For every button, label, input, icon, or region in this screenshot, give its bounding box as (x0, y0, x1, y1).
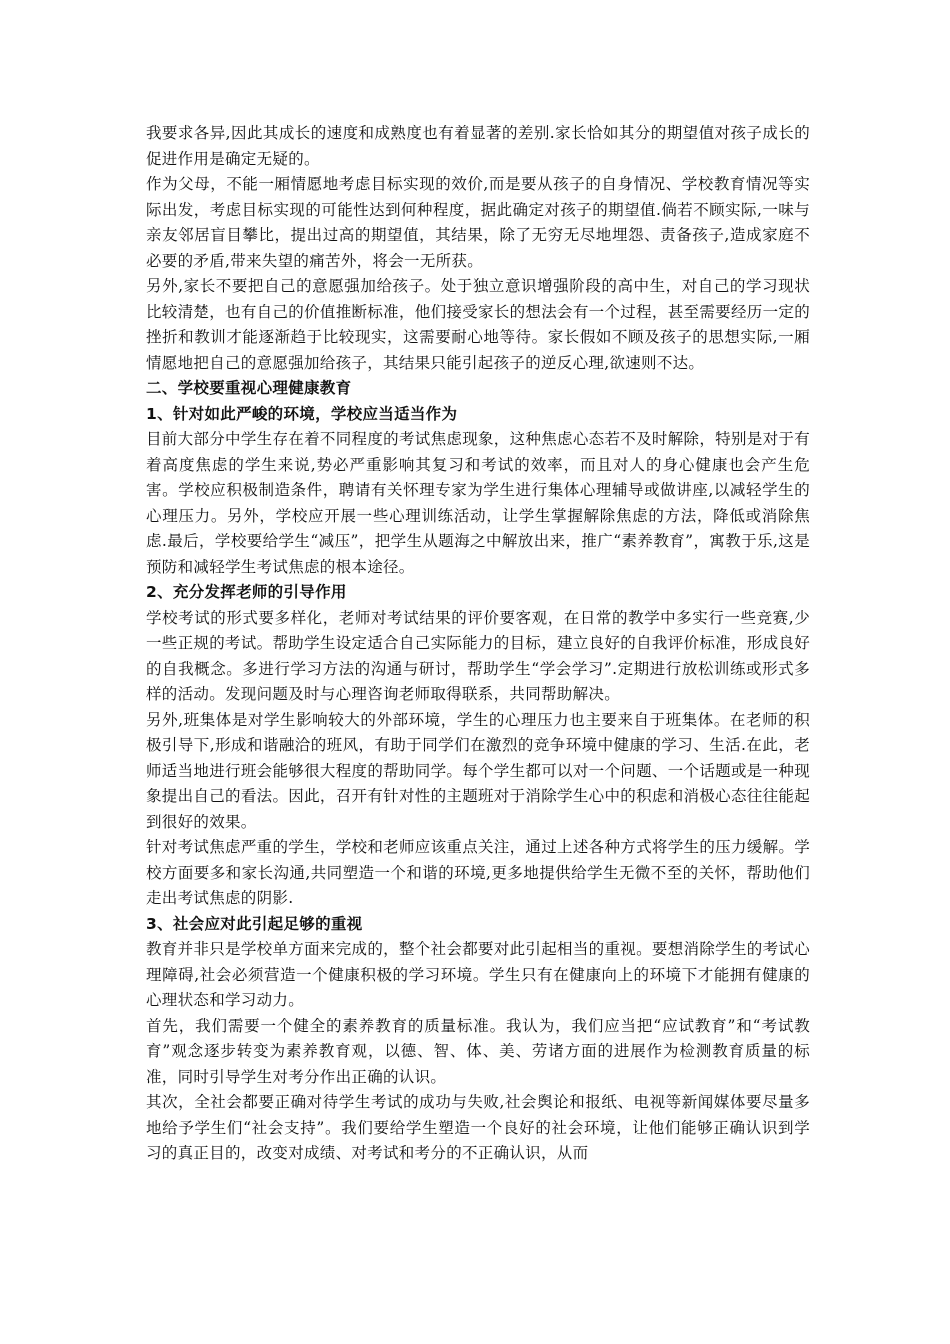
paragraph: 学校考试的形式要多样化，老师对考试结果的评价要客观，在日常的教学中多实行一些竞赛,少一些正规的考试。帮助学生设定适合自己实际能力的目标，建立良好的自我评价标准，形成良好的自我概念。多进行学习方法的沟通与研讨，帮助学生“学会学习”.定期进行放松训练或形式多样的活动。发现问题及时与心理咨询老师取得联系，共同帮助解决。 (146, 608, 810, 703)
document-body (146, 121, 810, 1167)
paragraph: 教育并非只是学校单方面来完成的，整个社会都要对此引起相当的重视。要想消除学生的考试心理障碍,社会必须营造一个健康积极的学习环境。学生只有在健康向上的环境下才能拥有健康的心理状态和学习动力。 (146, 940, 810, 1009)
paragraph: 其次，全社会都要正确对待学生考试的成功与失败,社会舆论和报纸、电视等新闻媒体要尽量多地给予学生们“社会支持”。我们要给学生塑造一个良好的社会环境，让他们能够正确认识到学习的真正目的，改变对成绩、对考试和考分的不正确认识，从而 (146, 1093, 810, 1162)
subsection-heading: 1、针对如此严峻的环境，学校应当适当作为 (146, 404, 458, 423)
paragraph: 针对考试焦虑严重的学生，学校和老师应该重点关注，通过上述各种方式将学生的压力缓解。学校方面要多和家长沟通,共同塑造一个和谐的环境,更多地提供给学生无微不至的关怀，帮助他们走出考试焦虑的阴影. (146, 838, 810, 907)
paragraph: 我要求各异,因此其成长的速度和成熟度也有着显著的差别.家长恰如其分的期望值对孩子成长的促进作用是确定无疑的。 (146, 124, 810, 168)
paragraph: 作为父母，不能一厢情愿地考虑目标实现的效价,而是要从孩子的自身情况、学校教育情况等实际出发，考虑目标实现的可能性达到何种程度，据此确定对孩子的期望值.倘若不顾实际,一味与亲友邻居盲目攀比，提出过高的期望值，其结果，除了无穷无尽地埋怨、责备孩子,造成家庭不必要的矛盾,带来失望的痛苦外，将会一无所获。 (146, 175, 810, 270)
subsection-heading: 2、充分发挥老师的引导作用 (146, 583, 347, 601)
paragraph: 目前大部分中学生存在着不同程度的考试焦虑现象，这种焦虑心态若不及时解除，特别是对于有着高度焦虑的学生来说,势必严重影响其复习和考试的效率，而且对人的身心健康也会产生危害。学校应积极制造条件，聘请有关怀理专家为学生进行集体心理辅导或做讲座,以减轻学生的心理压力。另外，学校应开展一些心理训练活动，让学生掌握解除焦虑的方法，降低或消除焦虑.最后，学校要给学生“减压”，把学生从题海之中解放出来，推广“素养教育”，寓教于乐,这是预防和减轻学生考试焦虑的根本途径。 (146, 430, 810, 576)
subsection-heading: 3、社会应对此引起足够的重视 (146, 914, 363, 933)
paragraph: 另外,班集体是对学生影响较大的外部环境，学生的心理压力也主要来自于班集体。在老师的积极引导下,形成和谐融洽的班风，有助于同学们在激烈的竞争环境中健康的学习、生活.在此，老师适当地进行班会能够很大程度的帮助同学。每个学生都可以对一个问题、一个话题或是一种现象提出自己的看法。因此，召开有针对性的主题班对于消除学生心中的积虑和消极心态往往能起到很好的效果。 (146, 710, 810, 831)
section-heading: 二、学校要重视心理健康教育 (146, 379, 352, 397)
paragraph: 首先，我们需要一个健全的素养教育的质量标准。我认为，我们应当把“应试教育”和“考试教育”观念逐步转变为素养教育观，以德、智、体、美、劳诸方面的进展作为检测教育质量的标准，同时引导学生对考分作出正确的认识。 (146, 1016, 810, 1086)
paragraph: 另外,家长不要把自己的意愿强加给孩子。处于独立意识增强阶段的高中生，对自己的学习现状比较清楚，也有自己的价值推断标准，他们接受家长的想法会有一个过程，甚至需要经历一定的挫折和教训才能逐渐趋于比较现实，这需要耐心地等待。家长假如不顾及孩子的思想实际,一厢情愿地把自己的意愿强加给孩子，其结果只能引起孩子的逆反心理,欲速则不达。 (146, 277, 810, 372)
